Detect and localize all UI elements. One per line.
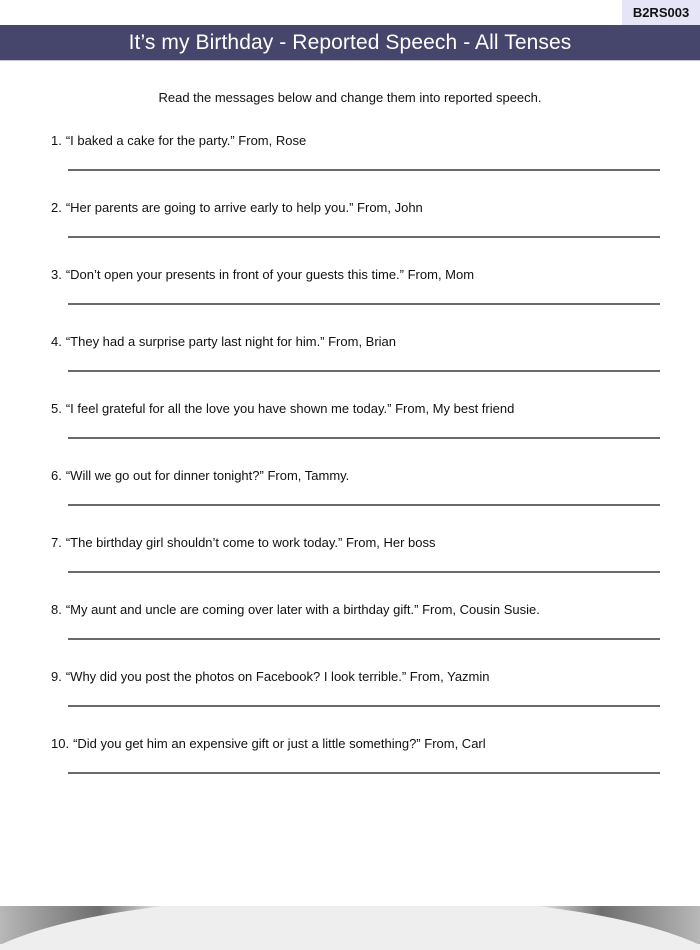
- question-item: [0, 267, 700, 334]
- question-number: 6.: [51, 468, 62, 483]
- question-number: 10.: [51, 736, 70, 751]
- question-text: [51, 535, 436, 550]
- question-item: [0, 200, 700, 267]
- question-message: “They had a surprise party last night for him.” From, Brian: [65, 334, 397, 349]
- question-number: 5.: [51, 401, 62, 416]
- question-number: 3.: [51, 267, 62, 282]
- question-text: [51, 669, 490, 684]
- question-message: “I feel grateful for all the love you have shown me today.” From, My best friend: [65, 401, 515, 416]
- footer-shadow-graphic: [0, 906, 700, 950]
- answer-line[interactable]: [68, 303, 660, 305]
- question-item: [0, 535, 700, 602]
- answer-line[interactable]: [68, 705, 660, 707]
- question-item: [0, 736, 700, 803]
- question-number: 4.: [51, 334, 62, 349]
- answer-line[interactable]: [68, 437, 660, 439]
- question-text: [51, 133, 306, 148]
- question-message: “Will we go out for dinner tonight?” From, Tammy.: [65, 468, 350, 483]
- question-item: [0, 602, 700, 669]
- question-message: “My aunt and uncle are coming over later with a birthday gift.” From, Cousin Susie.: [65, 602, 540, 617]
- page-footer-decoration: [0, 906, 700, 950]
- question-message: “Did you get him an expensive gift or just a little something?” From, Carl: [73, 736, 486, 751]
- question-text: [51, 267, 474, 282]
- title-banner: [0, 25, 700, 61]
- question-number: 7.: [51, 535, 62, 550]
- question-number: 1.: [51, 133, 62, 148]
- answer-line[interactable]: [68, 236, 660, 238]
- question-text: [51, 401, 514, 416]
- question-item: [0, 401, 700, 468]
- question-text: [51, 200, 423, 215]
- question-item: [0, 669, 700, 736]
- page-title: It’s my Birthday - Reported Speech - All Tenses: [128, 30, 572, 54]
- question-message: “Why did you post the photos on Facebook? I look terrible.” From, Yazmin: [65, 669, 490, 684]
- question-message: “Don’t open your presents in front of your guests this time.” From, Mom: [65, 267, 475, 282]
- answer-line[interactable]: [68, 638, 660, 640]
- question-text: [51, 736, 486, 751]
- answer-line[interactable]: [68, 772, 660, 774]
- question-text: [51, 334, 396, 349]
- worksheet-code-badge: B2RS003: [622, 0, 700, 25]
- question-message: “I baked a cake for the party.” From, Rose: [65, 133, 307, 148]
- question-text: [51, 468, 349, 483]
- question-message: “Her parents are going to arrive early to help you.” From, John: [65, 200, 423, 215]
- footer-left-shadow: [0, 906, 165, 944]
- question-item: [0, 133, 700, 200]
- question-number: 9.: [51, 669, 62, 684]
- question-list: [0, 133, 700, 803]
- answer-line[interactable]: [68, 504, 660, 506]
- footer-right-shadow: [535, 906, 700, 944]
- question-number: 2.: [51, 200, 62, 215]
- question-item: [0, 334, 700, 401]
- question-text: [51, 602, 540, 617]
- question-message: “The birthday girl shouldn’t come to work today.” From, Her boss: [65, 535, 436, 550]
- instructions-text: Read the messages below and change them into reported speech.: [158, 90, 542, 105]
- answer-line[interactable]: [68, 571, 660, 573]
- question-number: 8.: [51, 602, 62, 617]
- question-item: [0, 468, 700, 535]
- answer-line[interactable]: [68, 169, 660, 171]
- answer-line[interactable]: [68, 370, 660, 372]
